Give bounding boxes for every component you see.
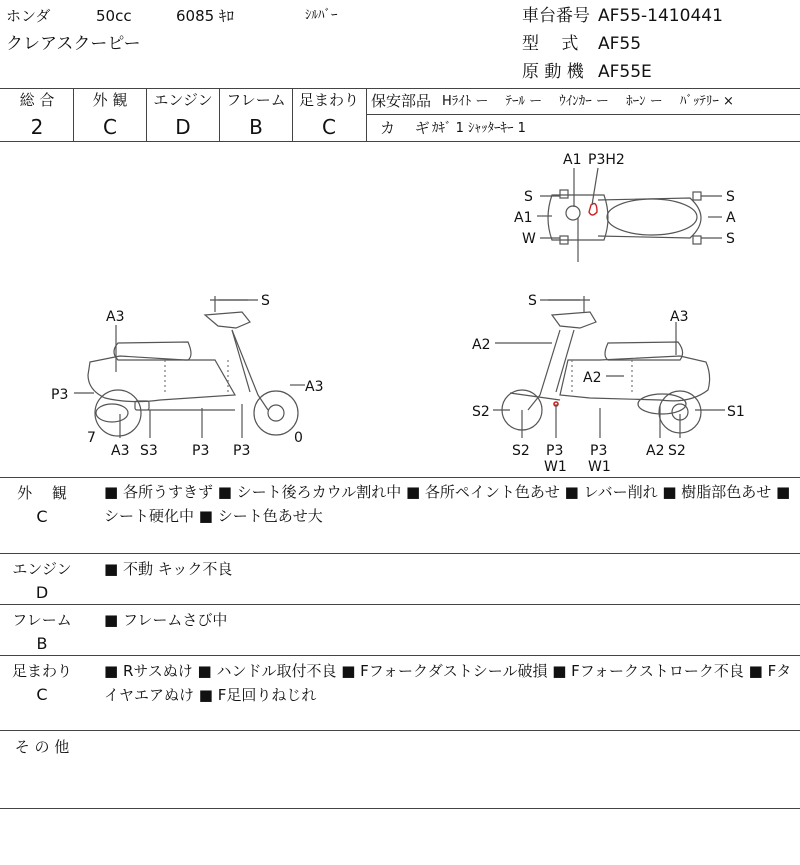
label-a2: A2 xyxy=(583,370,602,386)
label-s2: S2 xyxy=(512,443,530,459)
mileage: 6085 ｷﾛ xyxy=(176,7,234,25)
safety-parts-label: 保安部品 xyxy=(371,92,432,110)
divider xyxy=(0,604,800,605)
label-p3: P3 xyxy=(51,387,69,403)
label-w1: W1 xyxy=(544,459,567,475)
grade-engine: D xyxy=(175,115,191,139)
damage-diagram xyxy=(0,142,800,476)
grade-exterior: C xyxy=(103,115,117,139)
displacement: 50cc xyxy=(96,7,132,25)
safety-parts-items: Hﾗｲﾄ ー ﾃｰﾙ ー ｳｲﾝｶｰ ー ﾎｰﾝ ー ﾊﾞｯﾃﾘｰ × xyxy=(442,94,734,109)
label-w: W xyxy=(522,231,536,247)
suspension-grade: C xyxy=(36,685,48,704)
frame-grade: B xyxy=(36,634,48,653)
engine-label: 原 動 機 xyxy=(522,62,584,82)
exterior-grade: C xyxy=(36,507,48,526)
color: ｼﾙﾊﾞｰ xyxy=(305,8,338,23)
grade-overall: 2 xyxy=(30,115,44,139)
label-a1: A1 xyxy=(514,210,533,226)
label-a1: A1 xyxy=(563,152,582,168)
label-p3: P3 xyxy=(546,443,564,459)
grade-header-frame: フレーム xyxy=(226,91,286,109)
label-s1: S1 xyxy=(727,404,745,420)
engine-label: エンジン xyxy=(12,560,72,578)
label-s2: S2 xyxy=(472,404,490,420)
chassis-label: 車台番号 xyxy=(522,6,590,26)
label-p3: P3 xyxy=(192,443,210,459)
engine-notes: ■ 不動 キック不良 xyxy=(104,560,233,578)
label-a3: A3 xyxy=(111,443,130,459)
grade-suspension: C xyxy=(322,115,336,139)
label-a3: A3 xyxy=(305,379,324,395)
frame-label: フレーム xyxy=(12,611,72,629)
model-name: クレアスクーピー xyxy=(6,34,141,54)
label-p3: P3 xyxy=(590,443,608,459)
divider xyxy=(0,477,800,478)
label-s: S xyxy=(261,293,270,309)
divider xyxy=(366,114,800,115)
label-p3h2: P3H2 xyxy=(588,152,625,168)
label-s: S xyxy=(528,293,537,309)
label-s: S xyxy=(726,231,735,247)
label-p3: P3 xyxy=(233,443,251,459)
key-label: カ ギ xyxy=(380,119,430,137)
divider xyxy=(0,730,800,731)
scooter-top-view xyxy=(537,168,722,262)
divider xyxy=(366,88,367,141)
engine-value: AF55E xyxy=(598,62,652,82)
label-s: S xyxy=(726,189,735,205)
label-s3: S3 xyxy=(140,443,158,459)
label-0: 0 xyxy=(294,430,303,446)
grade-header-exterior: 外 観 xyxy=(92,91,128,109)
maker: ホンダ xyxy=(6,7,51,25)
engine-grade: D xyxy=(35,583,49,602)
exterior-notes: ■ 各所うすきず ■ シート後ろカウル割れ中 ■ 各所ペイント色あせ ■ レバー削れ ■ 樹脂部色あせ ■ シート硬化中 ■ シート色あせ大 xyxy=(104,483,791,525)
divider xyxy=(0,553,800,554)
divider xyxy=(0,655,800,656)
scooter-right-view xyxy=(493,296,725,438)
label-7: 7 xyxy=(87,430,96,446)
divider xyxy=(0,88,800,89)
key-value: ｶｷﾞ 1 ｼｬｯﾀｰｷｰ 1 xyxy=(432,121,526,136)
suspension-notes: ■ Rサスぬけ ■ ハンドル取付不良 ■ Fフォークダストシール破損 ■ Fフォークストローク不良 ■ Fタイヤエアぬけ ■ F足回りねじれ xyxy=(104,662,792,704)
label-w1: W1 xyxy=(588,459,611,475)
exterior-label: 外 観 xyxy=(17,484,67,502)
suspension-label: 足まわり xyxy=(11,662,72,680)
label-s2: S2 xyxy=(668,443,686,459)
chassis-number: AF55-1410441 xyxy=(598,6,723,26)
type-label: 型 式 xyxy=(522,34,579,54)
label-a2: A2 xyxy=(646,443,665,459)
divider xyxy=(0,808,800,809)
grade-frame: B xyxy=(249,115,263,139)
label-a3: A3 xyxy=(670,309,689,325)
label-a2: A2 xyxy=(472,337,491,353)
label-a: A xyxy=(726,210,736,226)
type-value: AF55 xyxy=(598,34,642,54)
label-a3: A3 xyxy=(106,309,125,325)
label-s: S xyxy=(524,189,533,205)
grade-header-suspension: 足まわり xyxy=(298,91,359,109)
grade-header-overall: 総 合 xyxy=(19,91,55,109)
grade-header-engine: エンジン xyxy=(153,91,213,109)
frame-notes: ■ フレームさび中 xyxy=(104,611,228,629)
other-label: そ の 他 xyxy=(14,738,70,756)
